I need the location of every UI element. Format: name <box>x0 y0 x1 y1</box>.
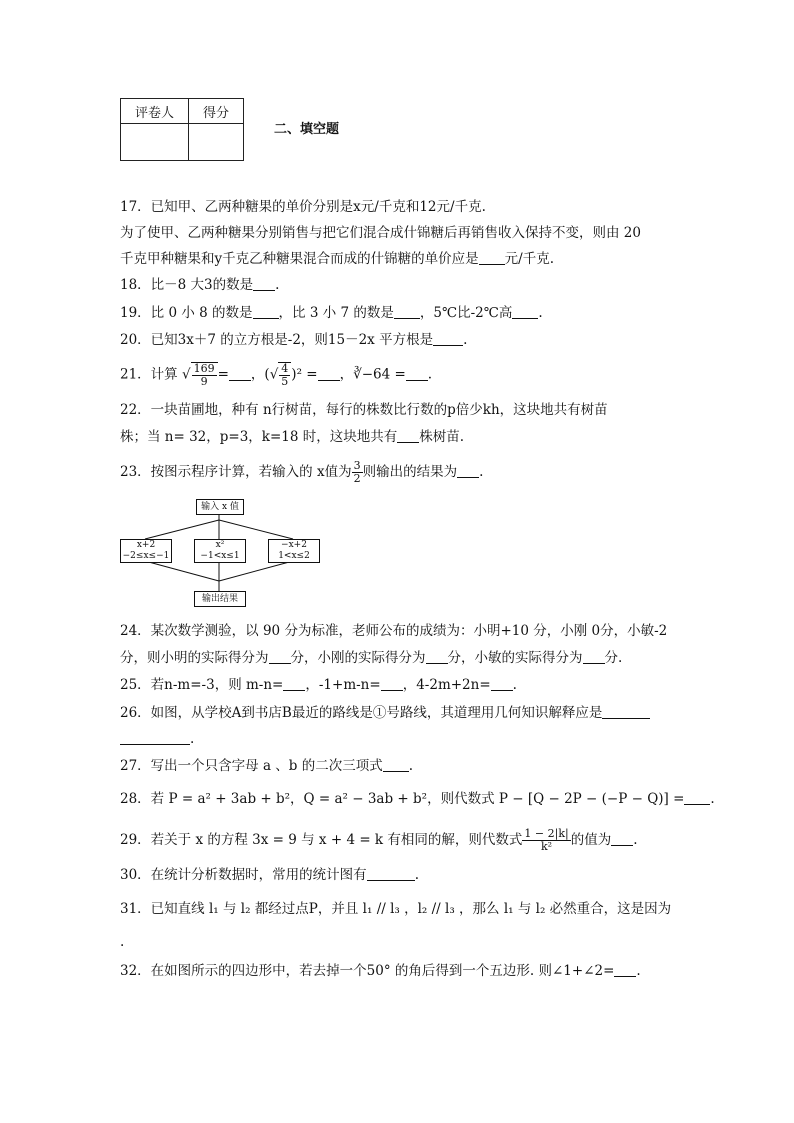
q28-line <box>120 790 715 808</box>
q29-text-b: 的值为 <box>570 832 612 848</box>
q30-line <box>120 866 419 884</box>
q21-frac2-num: 4 <box>281 362 289 375</box>
flow-left-expr: x+2 <box>136 540 156 550</box>
q22-line1: 22．一块苗圃地，种有 n行树苗，每行的株数比行数的p倍少kh，这块地共有树苗 <box>120 402 608 418</box>
q17-text-b: 元/千克. <box>504 251 554 267</box>
q22-text-a: 株；当 n= 32，p=3，k=18 时，这块地共有 <box>120 429 398 445</box>
q25-end: . <box>512 677 517 693</box>
grader-table <box>120 98 244 161</box>
q24-blank-3[interactable] <box>583 650 605 664</box>
q17-blank[interactable] <box>479 251 505 265</box>
flow-left-range: −2≤x≤−1 <box>122 551 170 561</box>
q28-blank[interactable] <box>684 791 710 805</box>
q26-line2 <box>120 730 194 748</box>
q32-blank[interactable] <box>614 963 636 977</box>
reviewer-cell[interactable] <box>121 124 189 161</box>
q24-text-d: 分. <box>604 650 623 666</box>
q19-blank-2[interactable] <box>394 305 420 319</box>
q23-line <box>120 460 483 485</box>
q19-blank-3[interactable] <box>512 305 538 319</box>
q18-end: . <box>275 277 280 293</box>
q22-blank[interactable] <box>397 429 419 443</box>
q31-line2 <box>120 933 124 951</box>
q21-line <box>120 362 432 388</box>
q18-blank[interactable] <box>253 277 275 291</box>
q25-text-c: ，4-2m+2n= <box>402 677 491 693</box>
q27-blank[interactable] <box>383 758 409 772</box>
q23-end: . <box>479 464 484 480</box>
program-flowchart <box>120 495 325 613</box>
q30-text: 30．在统计分析数据时，常用的统计图有 <box>120 867 367 883</box>
q23-blank[interactable] <box>457 464 479 478</box>
q22-line2 <box>120 428 464 446</box>
flow-left-box <box>120 539 172 563</box>
q21-text-e: ，∛−64 = <box>339 366 406 383</box>
q24-line2 <box>120 649 622 667</box>
q20-line <box>120 331 467 349</box>
q25-line <box>120 676 517 694</box>
q21-text-a: 21．计算 <box>120 366 178 383</box>
q31-line1: 31．已知直线 l₁ 与 l₂ 都经过点P，并且 l₁ // l₃ ，l₂ // l₃ ，那么 l₁ 与 l₂ 必然重合，这是因为 <box>120 901 672 917</box>
q30-end: . <box>414 867 419 883</box>
q17-text-a: 千克甲种糖果和y千克乙种糖果混合而成的什锦糖的单价应是 <box>120 251 479 267</box>
q21-fraction-2 <box>278 362 291 388</box>
q29-fraction <box>522 828 570 853</box>
q23-frac-den: 2 <box>353 472 361 485</box>
sqrt-symbol-2: √ <box>269 366 279 383</box>
sqrt-symbol: √ <box>181 366 191 383</box>
q27-text: 27．写出一个只含字母 a 、b 的二次三项式 <box>120 758 383 774</box>
flow-mid-box <box>194 539 246 563</box>
q29-line <box>120 828 638 853</box>
q21-eq1: = <box>217 366 229 383</box>
q32-end: . <box>636 963 641 979</box>
q32-line <box>120 962 641 980</box>
q21-frac1-num: 169 <box>193 362 215 375</box>
q21-end: . <box>427 366 433 383</box>
q21-text-c: ，( <box>250 366 270 383</box>
q25-text-b: ，-1+m-n= <box>305 677 381 693</box>
q29-end: . <box>633 832 638 848</box>
q28-text: 28．若 P = a² + 3ab + b²，Q = a² − 3ab + b²，则代数式 P − [Q − 2P − (−P − Q)] = <box>120 791 685 807</box>
q26-end: . <box>190 731 195 747</box>
q24-text-b: 分，小刚的实际得分为 <box>290 650 426 666</box>
flow-output-box: 输出结果 <box>194 591 246 607</box>
q21-blank-2[interactable] <box>318 367 340 381</box>
q24-blank-1[interactable] <box>269 650 291 664</box>
q28-end: . <box>710 791 715 807</box>
q23-fraction <box>352 460 363 485</box>
q19-text-a: 19．比 0 小 8 的数是 <box>120 305 253 321</box>
q29-frac-den: k² <box>541 840 553 853</box>
q21-blank-1[interactable] <box>229 367 251 381</box>
q27-end: . <box>408 758 414 774</box>
q29-blank[interactable] <box>611 832 633 846</box>
q23-text-b: 则输出的结果为 <box>362 464 458 480</box>
q17-line1: 17．已知甲、乙两种糖果的单价分别是x元/千克和12元/千克. <box>120 199 486 215</box>
section-title: 二、填空题 <box>274 122 340 137</box>
score-cell[interactable] <box>189 124 244 161</box>
q17-line2: 为了使甲、乙两种糖果分别销售与把它们混合成什锦糖后再销售收入保持不变，则由 20 <box>120 225 641 241</box>
q27-line <box>120 757 413 775</box>
q26-blank-1[interactable] <box>602 705 650 719</box>
flow-right-expr: −x+2 <box>281 540 307 550</box>
q30-blank[interactable] <box>367 867 415 881</box>
q20-end: . <box>463 332 468 348</box>
reviewer-header: 评卷人 <box>121 99 189 124</box>
q21-blank-3[interactable] <box>406 367 428 381</box>
q32-text: 32．在如图所示的四边形中，若去掉一个50° 的角后得到一个五边形. 则∠1+∠2= <box>120 963 615 979</box>
q29-frac-num: 1 − 2|k| <box>524 827 569 840</box>
q18-line <box>120 276 279 294</box>
q26-line1 <box>120 704 650 722</box>
q19-blank-1[interactable] <box>253 305 279 319</box>
q19-text-c: ，5℃比-2℃高 <box>419 305 513 321</box>
q21-frac2-den: 5 <box>281 375 289 388</box>
q20-text: 20．已知3x＋7 的立方根是-2，则15－2x 平方根是 <box>120 332 434 348</box>
q24-blank-2[interactable] <box>426 650 448 664</box>
q26-text: 26．如图，从学校A到书店B最近的路线是①号路线，其道理用几何知识解释应是 <box>120 705 603 721</box>
flow-mid-expr: x² <box>215 540 225 550</box>
q21-text-d: )² = <box>291 366 318 383</box>
q21-fraction-1 <box>191 362 218 388</box>
score-header: 得分 <box>189 99 244 124</box>
flow-right-box <box>268 539 320 563</box>
q21-frac1-den: 9 <box>200 375 208 388</box>
q23-frac-num: 3 <box>353 459 361 472</box>
q24-text-c: 分，小敏的实际得分为 <box>447 650 583 666</box>
q22-text-b: 株树苗. <box>419 429 465 445</box>
q24-line1: 24．某次数学测验，以 90 分为标准，老师公布的成绩为：小明+10 分，小刚 0分，小敏-2 <box>120 623 668 639</box>
q31-end: . <box>120 934 125 950</box>
q25-text-a: 25．若n-m=-3，则 m-n= <box>120 677 284 693</box>
q20-blank[interactable] <box>433 332 463 346</box>
q19-text-b: ，比 3 小 7 的数是 <box>278 305 394 321</box>
q25-blank-3[interactable] <box>491 677 513 691</box>
q24-text-a: 分，则小明的实际得分为 <box>120 650 269 666</box>
q18-text: 18．比－8 大3的数是 <box>120 277 254 293</box>
q26-blank-2[interactable] <box>120 731 190 745</box>
q25-blank-2[interactable] <box>381 677 403 691</box>
q19-line <box>120 304 543 322</box>
q23-text-a: 23．按图示程序计算，若输入的 x值为 <box>120 464 352 480</box>
flow-right-range: 1<x≤2 <box>278 551 310 561</box>
q29-text-a: 29．若关于 x 的方程 3x = 9 与 x + 4 = k 有相同的解，则代数式 <box>120 832 523 848</box>
q17-line3 <box>120 250 554 268</box>
flow-mid-range: −1<x≤1 <box>200 551 240 561</box>
flow-input-box: 输入 x 值 <box>196 499 244 515</box>
q19-end: . <box>538 305 543 321</box>
q25-blank-1[interactable] <box>283 677 305 691</box>
